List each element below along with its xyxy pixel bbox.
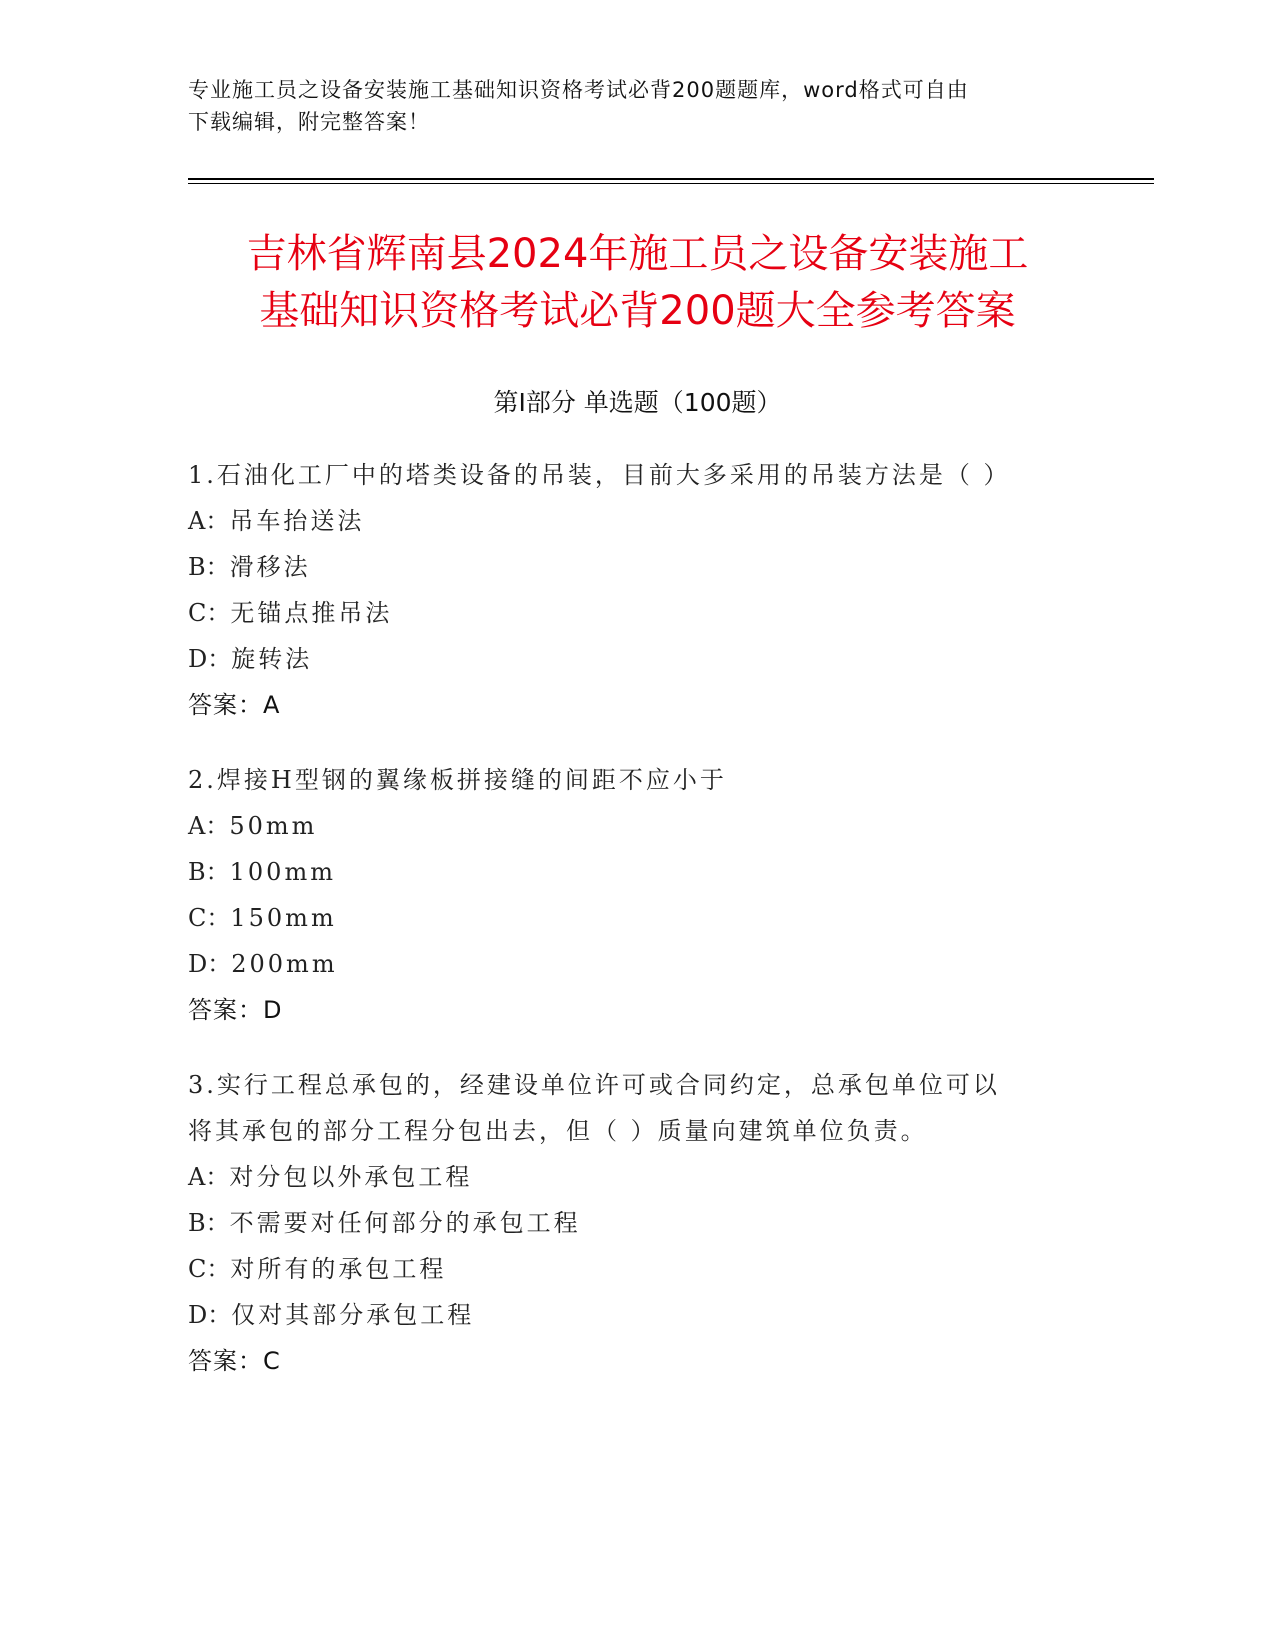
option-a	[188, 1154, 1088, 1200]
header-rule-thick	[188, 178, 1154, 180]
question-1	[188, 452, 1088, 728]
question-stem: 2.焊接H型钢的翼缘板拼接缝的间距不应小于	[188, 766, 727, 794]
option-text: 旋转法	[231, 645, 313, 673]
document-title	[120, 226, 1155, 340]
option-d	[188, 941, 1088, 987]
option-b	[188, 849, 1088, 895]
option-label: C：	[188, 599, 231, 627]
header-note	[188, 74, 1068, 138]
option-b	[188, 544, 1088, 590]
header-rule-thin	[188, 183, 1154, 184]
option-d	[188, 1292, 1088, 1338]
option-text: 对所有的承包工程	[230, 1255, 447, 1283]
option-label: B：	[188, 553, 230, 581]
option-text: 100mm	[229, 858, 336, 886]
option-label: D：	[188, 1301, 232, 1329]
option-c	[188, 1246, 1088, 1292]
option-text: 吊车抬送法	[229, 507, 365, 535]
option-b	[188, 1200, 1088, 1246]
question-3	[188, 1062, 1088, 1384]
option-label: C：	[188, 1255, 231, 1283]
question-stem: 1.石油化工厂中的塔类设备的吊装，目前大多采用的吊装方法是（ ）	[188, 461, 1011, 489]
option-label: A：	[188, 507, 230, 535]
option-text: 对分包以外承包工程	[229, 1163, 473, 1191]
option-text: 不需要对任何部分的承包工程	[229, 1209, 581, 1237]
option-a	[188, 498, 1088, 544]
header-note-line-2: 下载编辑，附完整答案！	[188, 110, 430, 134]
question-2	[188, 757, 1088, 1033]
option-c	[188, 590, 1088, 636]
question-stem: 3.实行工程总承包的，经建设单位许可或合同约定，总承包单位可以	[188, 1071, 1000, 1099]
answer: 答案：D	[188, 996, 283, 1024]
option-label: A：	[188, 812, 230, 840]
option-text: 仅对其部分承包工程	[231, 1301, 475, 1329]
answer: 答案：A	[188, 691, 281, 719]
option-label: D：	[188, 950, 232, 978]
option-c	[188, 895, 1088, 941]
option-text: 滑移法	[229, 553, 311, 581]
option-label: C：	[188, 904, 231, 932]
option-label: B：	[188, 858, 230, 886]
question-stem-continued: 将其承包的部分工程分包出去，但（ ）质量向建筑单位负责。	[188, 1117, 928, 1145]
option-a	[188, 803, 1088, 849]
option-text: 200mm	[231, 950, 338, 978]
section-title: 第Ⅰ部分 单选题（100题）	[493, 388, 782, 417]
option-text: 50mm	[229, 812, 318, 840]
option-label: A：	[188, 1163, 230, 1191]
option-d	[188, 636, 1088, 682]
document-title-line-1: 吉林省辉南县2024年施工员之设备安装施工	[246, 231, 1029, 277]
answer: 答案：C	[188, 1347, 281, 1375]
option-label: D：	[188, 645, 232, 673]
option-label: B：	[188, 1209, 230, 1237]
option-text: 150mm	[230, 904, 337, 932]
option-text: 无锚点推吊法	[230, 599, 393, 627]
header-note-line-1: 专业施工员之设备安装施工基础知识资格考试必背200题题库，word格式可自由	[188, 78, 969, 102]
document-title-line-2: 基础知识资格考试必背200题大全参考答案	[259, 288, 1016, 334]
